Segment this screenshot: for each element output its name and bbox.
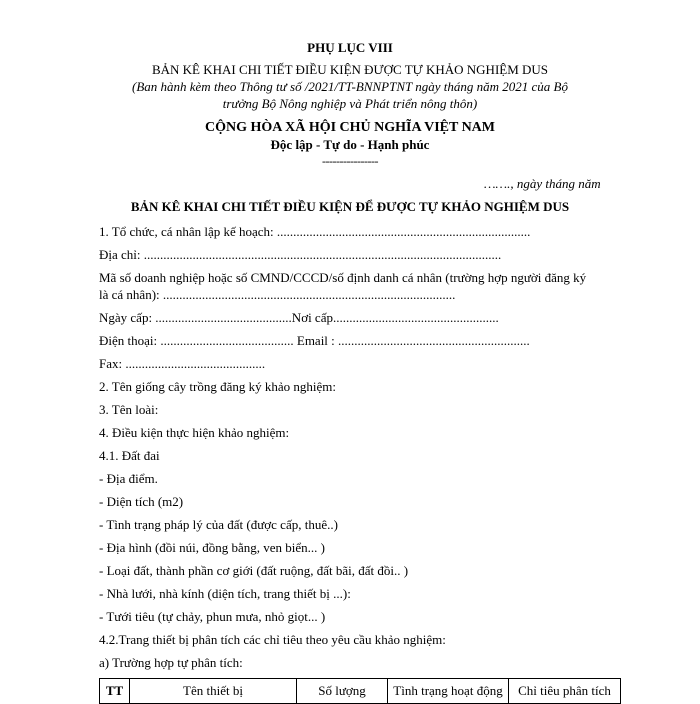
form-line-irrigation: - Tưới tiêu (tự chảy, phun mưa, nhỏ giọt... ) <box>99 609 326 624</box>
form-line-terrain: - Địa hình (đồi núi, đồng bằng, ven biển... ) <box>99 540 326 555</box>
form-line-self-analysis: a) Trường hợp tự phân tích: <box>99 655 243 670</box>
form-line-location: - Địa điểm. <box>99 471 158 486</box>
form-line-soil-type: - Loại đất, thành phần cơ giới (đất ruộng, đất bãi, đất đồi.. ) <box>99 563 409 578</box>
form-line-phone-email: Điện thoại: ......................................... Email : ........................................................... <box>99 333 530 348</box>
form-title: BẢN KÊ KHAI CHI TIẾT ĐIỀU KIỆN ĐỂ ĐƯỢC TỰ KHẢO NGHIỆM DUS <box>130 199 570 214</box>
date-line: ……., ngày tháng năm <box>484 176 601 191</box>
table-header-cell: Tên thiết bị <box>130 679 297 704</box>
form-line-issue-date-place: Ngày cấp: ..........................................Nơi cấp................................................... <box>99 310 499 325</box>
form-line-variety-name: 2. Tên giống cây trồng đăng ký khảo nghiệm: <box>99 379 336 394</box>
issued-note-line-1: (Ban hành kèm theo Thông tư số /2021/TT-BNNPTNT ngày tháng năm 2021 của Bộ <box>132 79 568 94</box>
form-line-id-number: Mã số doanh nghiệp hoặc số CMND/CCCD/số định danh cá nhân (trường hợp người đăng ký <box>99 270 587 285</box>
form-line-address: Địa chỉ: .............................................................................................................. <box>99 247 502 262</box>
form-line-area: - Diện tích (m2) <box>99 494 184 509</box>
table-header-cell: TT <box>100 679 130 704</box>
motto-separator: ---------------- <box>322 154 378 168</box>
issued-note-line-2: trưởng Bộ Nông nghiệp và Phát triển nông thôn) <box>222 96 478 111</box>
table-header-cell: Số lượng <box>297 679 388 704</box>
equipment-table <box>99 678 621 704</box>
table-header-cell: Chỉ tiêu phân tích <box>509 679 621 704</box>
form-line-greenhouse: - Nhà lưới, nhà kính (diện tích, trang thiết bị ...): <box>99 586 351 601</box>
form-line-conditions: 4. Điều kiện thực hiện khảo nghiệm: <box>99 425 290 440</box>
table-header-cell: Tình trạng hoạt động <box>388 679 509 704</box>
form-line-species: 3. Tên loài: <box>99 402 159 417</box>
form-line-equipment: 4.2.Trang thiết bị phân tích các chỉ tiêu theo yêu cầu khảo nghiệm: <box>99 632 446 647</box>
form-line-legal-status: - Tình trạng pháp lý của đất (được cấp, thuê..) <box>99 517 338 532</box>
form-line-id-number-cont: là cá nhân): .......................................................................................... <box>99 287 456 302</box>
appendix-heading: PHỤ LỤC VIII <box>307 40 393 55</box>
form-line-organization: 1. Tổ chức, cá nhân lập kế hoạch: .............................................................................. <box>99 224 531 239</box>
form-line-land: 4.1. Đất đai <box>99 448 160 463</box>
national-title: CỘNG HÒA XÃ HỘI CHỦ NGHĨA VIỆT NAM <box>204 120 495 135</box>
document-title: BẢN KÊ KHAI CHI TIẾT ĐIỀU KIỆN ĐƯỢC TỰ KHẢO NGHIỆM DUS <box>151 62 549 77</box>
form-line-fax: Fax: ........................................... <box>99 356 266 371</box>
national-motto: Độc lập - Tự do - Hạnh phúc <box>270 137 430 152</box>
